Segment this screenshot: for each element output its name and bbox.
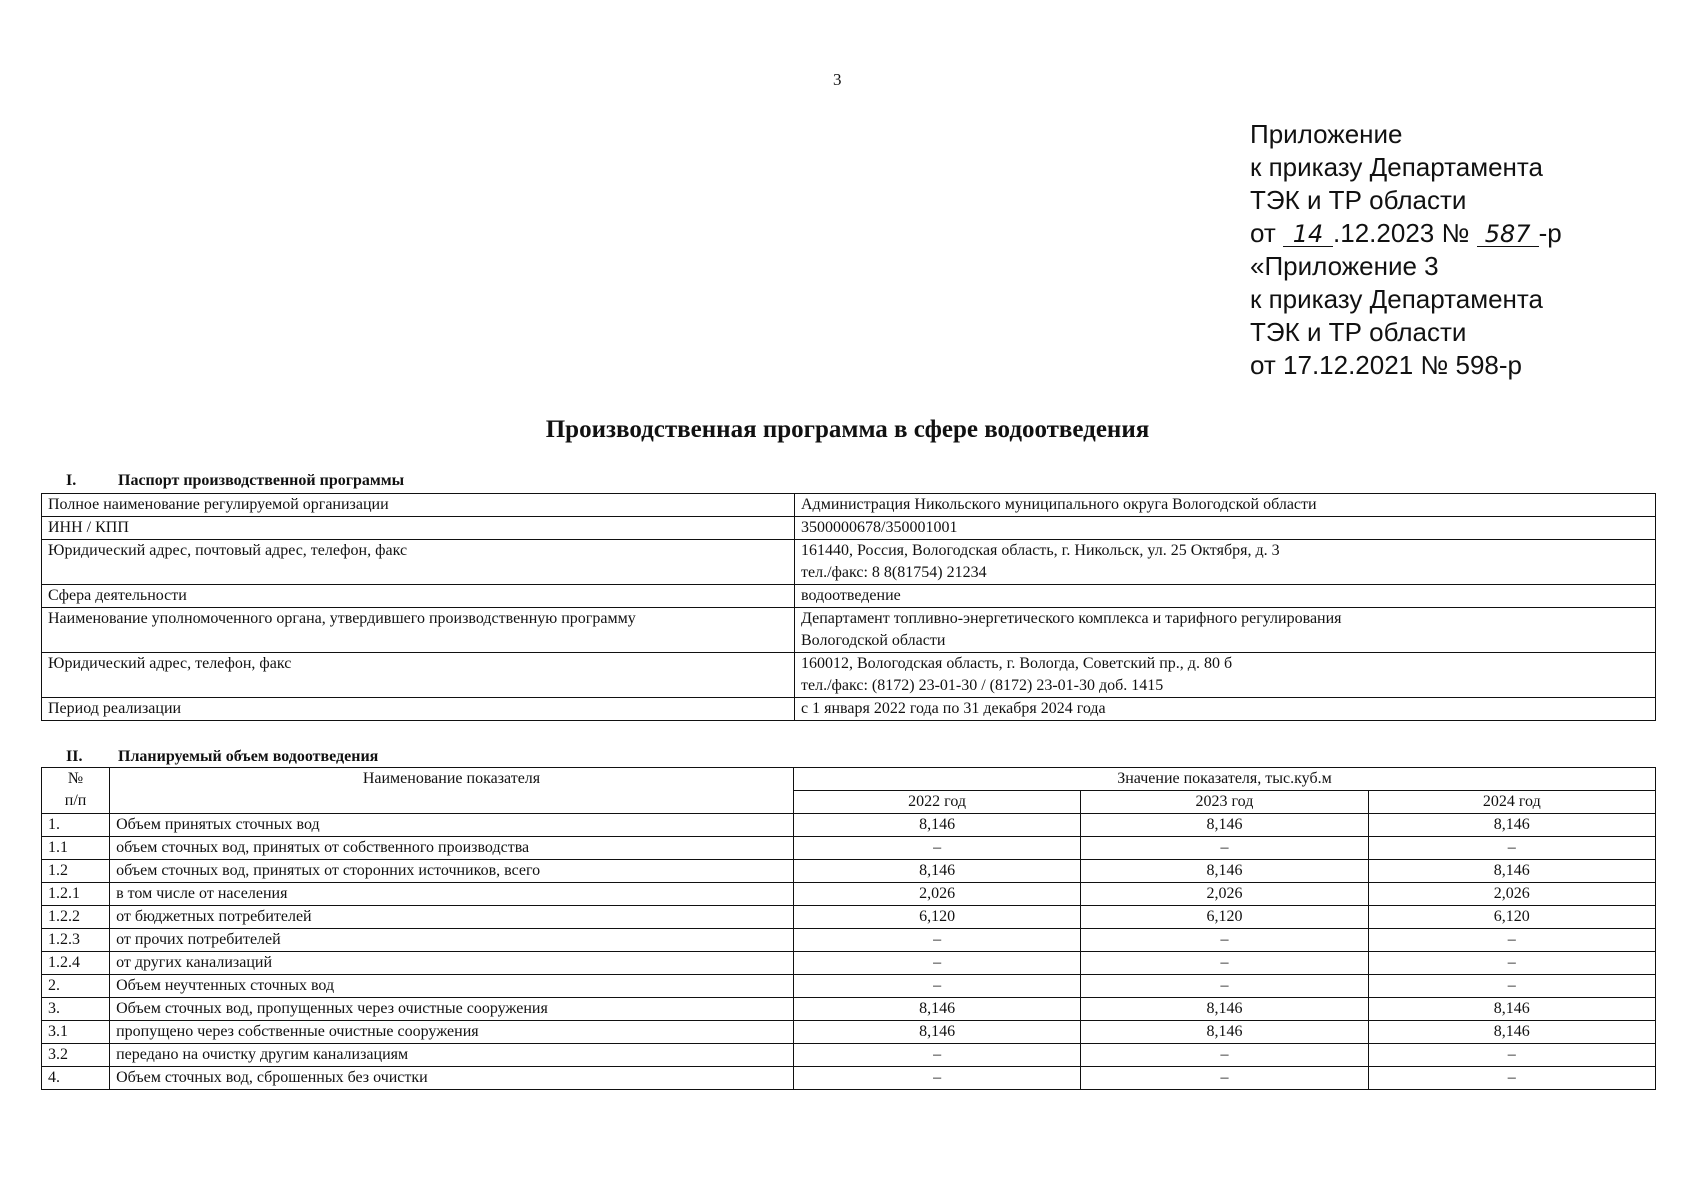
row-number: 3.1 [42,1021,110,1044]
row-value: 8,146 [1368,1021,1655,1044]
section-number: I. [66,472,77,489]
row-value: 8,146 [1368,814,1655,837]
passport-value [795,517,1656,540]
row-value: – [1368,929,1655,952]
passport-row [42,653,1656,698]
handwritten-order-day: 14 [1283,222,1333,247]
row-value: 8,146 [1368,998,1655,1021]
section-heading-volume [66,748,378,766]
passport-value-line: Вологодской области [801,632,946,649]
row-name: от бюджетных потребителей [110,906,794,929]
passport-value [795,540,1656,585]
row-name: объем сточных вод, принятых от собственного производства [110,837,794,860]
row-value: – [1081,1044,1368,1067]
row-value: 8,146 [1081,1021,1368,1044]
header-number [42,768,110,814]
row-value: 8,146 [793,814,1080,837]
row-value: – [1081,1067,1368,1090]
row-value: – [1368,952,1655,975]
row-value: 8,146 [1081,814,1368,837]
table-row [42,814,1656,837]
row-value: – [793,837,1080,860]
passport-value-line: с 1 января 2022 года по 31 декабря 2024 года [801,700,1106,717]
appendix-line: к приказу Департамента [1250,284,1543,314]
table-row [42,1044,1656,1067]
passport-value-line: тел./факс: (8172) 23-01-30 / (8172) 23-01-30 доб. 1415 [801,677,1164,694]
row-value: 2,026 [1368,883,1655,906]
passport-value-line: Департамент топливно-энергетического комплекса и тарифного регулирования [801,610,1342,627]
row-value: 6,120 [1368,906,1655,929]
passport-key: ИНН / КПП [42,517,795,540]
section-number: II. [66,748,83,765]
appendix-line: от 17.12.2021 № 598-р [1250,350,1522,380]
table-row [42,883,1656,906]
row-value: – [1368,1067,1655,1090]
table-row [42,929,1656,952]
row-value: – [793,1067,1080,1090]
document-title: Производственная программа в сфере водоотведения [545,416,1150,443]
row-name: Объем сточных вод, сброшенных без очистки [110,1067,794,1090]
row-value: 6,120 [793,906,1080,929]
appendix-line: «Приложение 3 [1250,251,1439,281]
row-number: 3. [42,998,110,1021]
row-name: Объем неучтенных сточных вод [110,975,794,998]
table-row [42,906,1656,929]
row-name: пропущено через собственные очистные сооружения [110,1021,794,1044]
row-value: – [793,952,1080,975]
header-year: 2023 год [1081,791,1368,814]
row-value: – [1081,837,1368,860]
row-number: 1.2.1 [42,883,110,906]
passport-key: Юридический адрес, телефон, факс [42,653,795,698]
passport-table [41,493,1656,721]
row-value: 8,146 [1081,860,1368,883]
passport-row [42,540,1656,585]
handwritten-order-number: 587 [1477,222,1539,247]
row-value: 2,026 [1081,883,1368,906]
passport-key: Сфера деятельности [42,585,795,608]
header-number-line: п/п [64,792,87,809]
passport-value-line: 160012, Вологодская область, г. Вологда, Советский пр., д. 80 б [801,655,1233,672]
row-value: 8,146 [1081,998,1368,1021]
passport-value-line: тел./факс: 8 8(81754) 21234 [801,564,987,581]
header-name [110,768,794,814]
row-value: – [1368,1044,1655,1067]
row-name: Объем принятых сточных вод [110,814,794,837]
passport-row [42,585,1656,608]
page-number: 3 [833,70,842,89]
section-title: Планируемый объем водоотведения [118,748,379,765]
row-name: передано на очистку другим канализациям [110,1044,794,1067]
section-title: Паспорт производственной программы [118,472,405,489]
header-year: 2022 год [793,791,1080,814]
row-number: 3.2 [42,1044,110,1067]
order-date-rest: .12.2023 № [1333,218,1470,248]
row-number: 1.2.3 [42,929,110,952]
section-heading-passport [66,472,404,490]
header-value-group: Значение показателя, тыс.куб.м [793,768,1655,791]
table-row [42,1067,1656,1090]
row-value: 8,146 [793,860,1080,883]
passport-row [42,494,1656,517]
row-number: 1.1 [42,837,110,860]
volume-table [41,767,1656,1090]
header-number-line: № [67,770,84,787]
row-value: – [1368,975,1655,998]
appendix-order-line [1250,217,1562,250]
passport-value-line: Администрация Никольского муниципального округа Вологодской области [801,496,1317,513]
table-row [42,975,1656,998]
header-year: 2024 год [1368,791,1655,814]
passport-value-line: 3500000678/350001001 [801,519,958,536]
passport-key: Наименование уполномоченного органа, утвердившего производственную программу [42,608,795,653]
passport-key: Период реализации [42,698,795,721]
row-number: 1.2 [42,860,110,883]
passport-row [42,517,1656,540]
passport-key: Юридический адрес, почтовый адрес, телефон, факс [42,540,795,585]
row-value: – [793,975,1080,998]
row-number: 2. [42,975,110,998]
table-row [42,1021,1656,1044]
row-name: Объем сточных вод, пропущенных через очистные сооружения [110,998,794,1021]
row-name: от других канализаций [110,952,794,975]
passport-value [795,608,1656,653]
row-value: – [1368,837,1655,860]
table-row [42,860,1656,883]
row-value: – [1081,929,1368,952]
appendix-line: Приложение [1250,119,1403,149]
header-name-text: Наименование показателя [362,770,541,787]
row-name: в том числе от населения [110,883,794,906]
row-number: 1. [42,814,110,837]
row-value: – [1081,975,1368,998]
table-row [42,837,1656,860]
appendix-block [1250,118,1562,382]
order-suffix: -р [1538,218,1562,248]
passport-value-line: 161440, Россия, Вологодская область, г. Никольск, ул. 25 Октября, д. 3 [801,542,1280,559]
passport-value [795,494,1656,517]
row-value: – [793,1044,1080,1067]
appendix-line: к приказу Департамента [1250,152,1543,182]
row-value: 8,146 [793,998,1080,1021]
appendix-line: ТЭК и ТР области [1250,317,1467,347]
passport-row [42,608,1656,653]
passport-value [795,698,1656,721]
passport-row [42,698,1656,721]
row-number: 1.2.2 [42,906,110,929]
appendix-line: ТЭК и ТР области [1250,185,1467,215]
passport-value [795,585,1656,608]
row-number: 1.2.4 [42,952,110,975]
row-value: 8,146 [793,1021,1080,1044]
table-row [42,952,1656,975]
order-prefix: от [1250,218,1276,248]
row-value: – [793,929,1080,952]
row-name: объем сточных вод, принятых от сторонних источников, всего [110,860,794,883]
row-name: от прочих потребителей [110,929,794,952]
row-value: 2,026 [793,883,1080,906]
row-value: – [1081,952,1368,975]
passport-value [795,653,1656,698]
passport-key: Полное наименование регулируемой организации [42,494,795,517]
row-value: 8,146 [1368,860,1655,883]
passport-value-line: водоотведение [801,587,901,604]
table-row [42,998,1656,1021]
row-number: 4. [42,1067,110,1090]
row-value: 6,120 [1081,906,1368,929]
